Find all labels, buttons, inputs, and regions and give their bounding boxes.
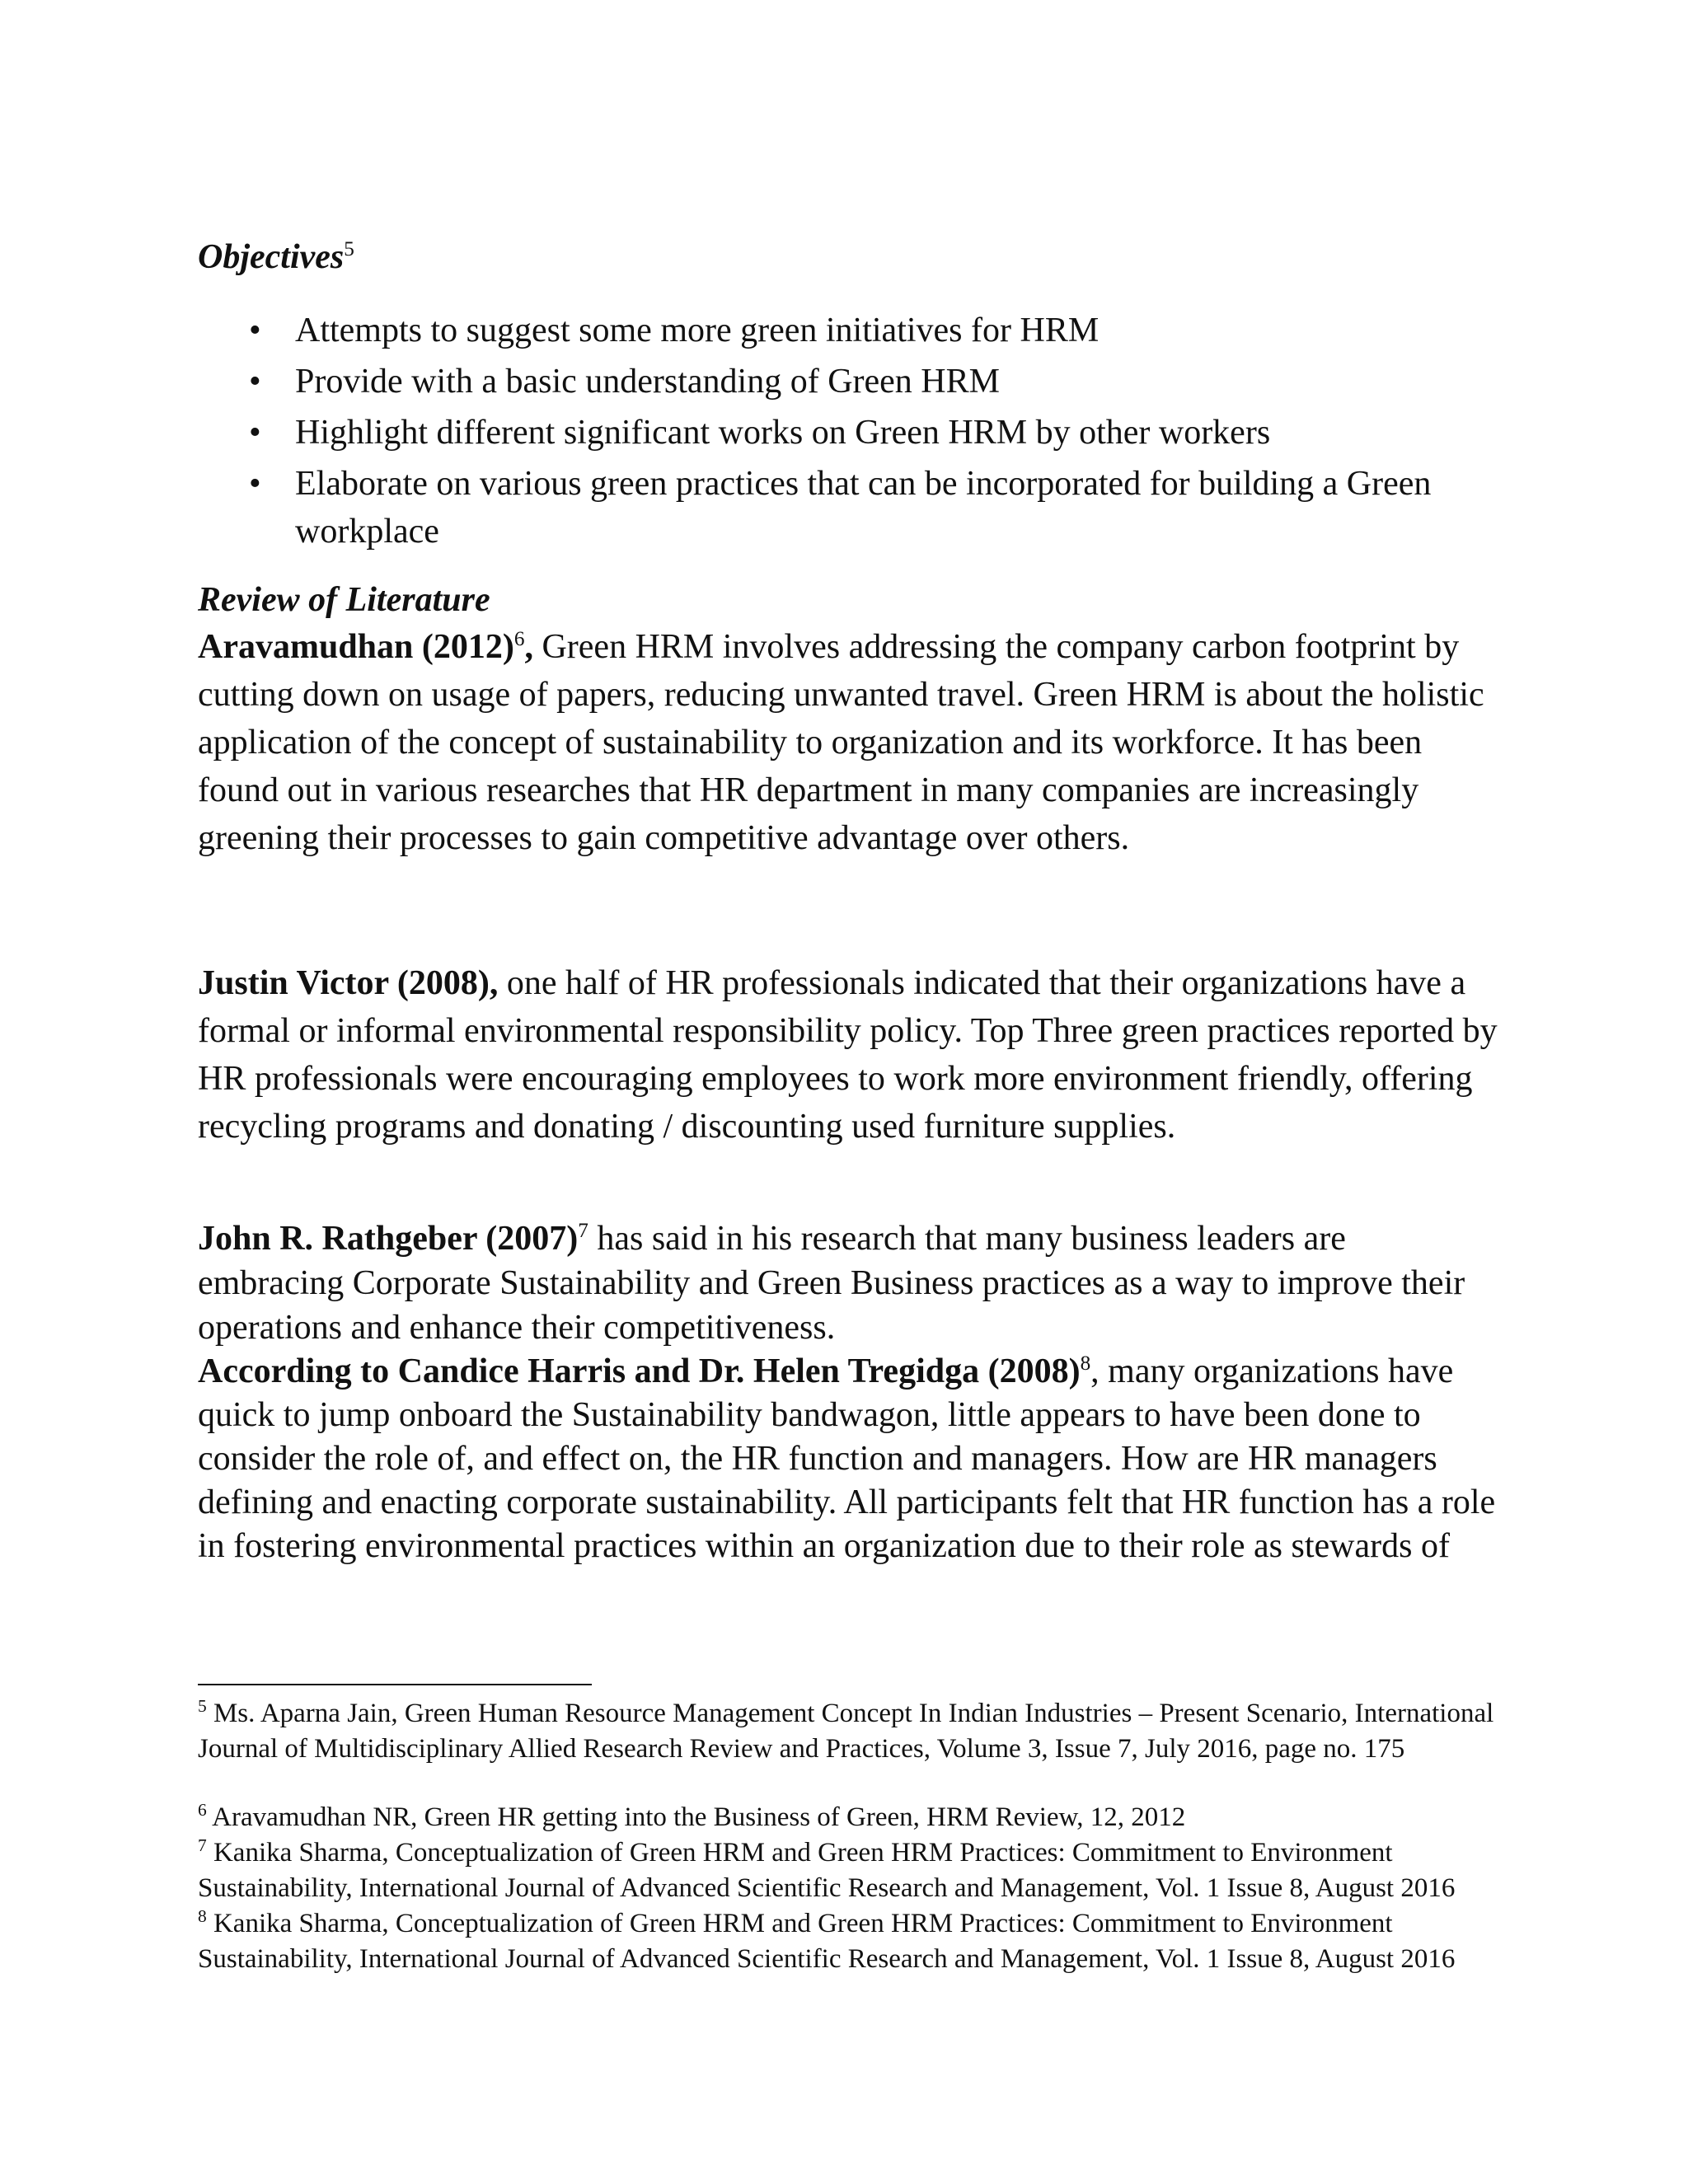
lead-punctuation: , — [524, 628, 533, 666]
list-item — [198, 307, 1500, 354]
paragraph-text: Green HRM involves addressing the company carbon footprint by cutting down on usage of papers, reducing unwanted travel. Green HRM is about the holistic application of the concept of sustainability to organization and its workforce. It has been found out in various researches that HR department in many companies are increasingly greening their processes to gain competitive advantage over others. — [198, 628, 1484, 857]
footnote-8 — [198, 1906, 1500, 1977]
paragraph-text: , many organizations have quick to jump onboard the Sustainability bandwagon, little appears to have been done to consider the role of, and effect on, the HR function and managers. How are HR managers defining and enacting corporate sustainability. All participants felt that HR function has a role in fostering environmental practices within an organization due to their role as stewards of — [198, 1352, 1496, 1565]
list-item-text: Provide with a basic understanding of Green HRM — [295, 363, 1000, 401]
footnote-text: Ms. Aparna Jain, Green Human Resource Management Concept In Indian Industries – Present Scenario, International Journal of Multidisciplinary Allied Research Review and Practices, Volume 3, Issue 7, July 2016, page no. 175 — [198, 1699, 1494, 1764]
list-item — [198, 409, 1500, 457]
footnote-number: 5 — [198, 1696, 207, 1716]
footnote-ref-8: 8 — [1080, 1352, 1091, 1375]
review-paragraph-rathgeber — [198, 1216, 1500, 1350]
author-lead: Justin Victor (2008), — [198, 964, 499, 1002]
review-paragraph-harris-tregidga — [198, 1350, 1500, 1568]
objectives-list — [198, 307, 1500, 555]
footnote-divider — [198, 1684, 592, 1685]
paragraph-text: has said in his research that many business leaders are embracing Corporate Sustainability and Green Business practices as a way to improve their operations and enhance their competitiveness. — [198, 1220, 1465, 1347]
review-paragraph-aravamudhan — [198, 623, 1500, 862]
footnote-5 — [198, 1696, 1500, 1767]
footnote-text: Kanika Sharma, Conceptualization of Green HRM and Green HRM Practices: Commitment to Environment Sustainability, International Journal of Advanced Scientific Research and Management, Vol. 1 Issue 8, August 2016 — [198, 1909, 1456, 1974]
list-item-text: Attempts to suggest some more green initiatives for HRM — [295, 312, 1100, 349]
author-lead: John R. Rathgeber (2007) — [198, 1220, 579, 1258]
bullet-icon: • — [249, 465, 261, 503]
paragraph-text: one half of HR professionals indicated that their organizations have a formal or informal environmental responsibility policy. Top Three green practices reported by HR professionals were encouraging employees to work more environment friendly, offering recycling programs and donating / discounting used furniture supplies. — [198, 964, 1498, 1146]
list-item — [198, 358, 1500, 405]
footnote-ref-7: 7 — [578, 1220, 588, 1242]
footnote-ref-5: 5 — [344, 238, 354, 260]
footnote-text: Aravamudhan NR, Green HR getting into the Business of Green, HRM Review, 12, 2012 — [206, 1802, 1186, 1832]
objectives-title: Objectives — [198, 238, 345, 276]
bullet-icon: • — [249, 312, 261, 349]
footnote-ref-6: 6 — [513, 628, 525, 650]
footnote-text: Kanika Sharma, Conceptualization of Green HRM and Green HRM Practices: Commitment to Environment Sustainability, International Journal of Advanced Scientific Research and Management, Vol. 1 Issue 8, August 2016 — [198, 1838, 1456, 1903]
list-item-text: Elaborate on various green practices that can be incorporated for building a Green workplace — [295, 465, 1432, 551]
objectives-heading — [198, 232, 354, 282]
footnote-6 — [198, 1800, 1500, 1835]
review-paragraph-victor — [198, 959, 1500, 1151]
footnote-7 — [198, 1835, 1500, 1906]
review-heading: Review of Literature — [198, 581, 490, 619]
footnote-number: 7 — [198, 1835, 207, 1855]
list-item — [198, 460, 1500, 555]
footnote-number: 6 — [198, 1800, 207, 1820]
bullet-icon: • — [249, 363, 261, 401]
footnote-number: 8 — [198, 1906, 207, 1926]
author-lead: Aravamudhan (2012) — [198, 628, 514, 666]
footnotes — [198, 1696, 1500, 1977]
list-item-text: Highlight different significant works on Green HRM by other workers — [295, 414, 1271, 452]
author-lead: According to Candice Harris and Dr. Helen Tregidga (2008) — [198, 1352, 1081, 1390]
bullet-icon: • — [249, 414, 261, 452]
